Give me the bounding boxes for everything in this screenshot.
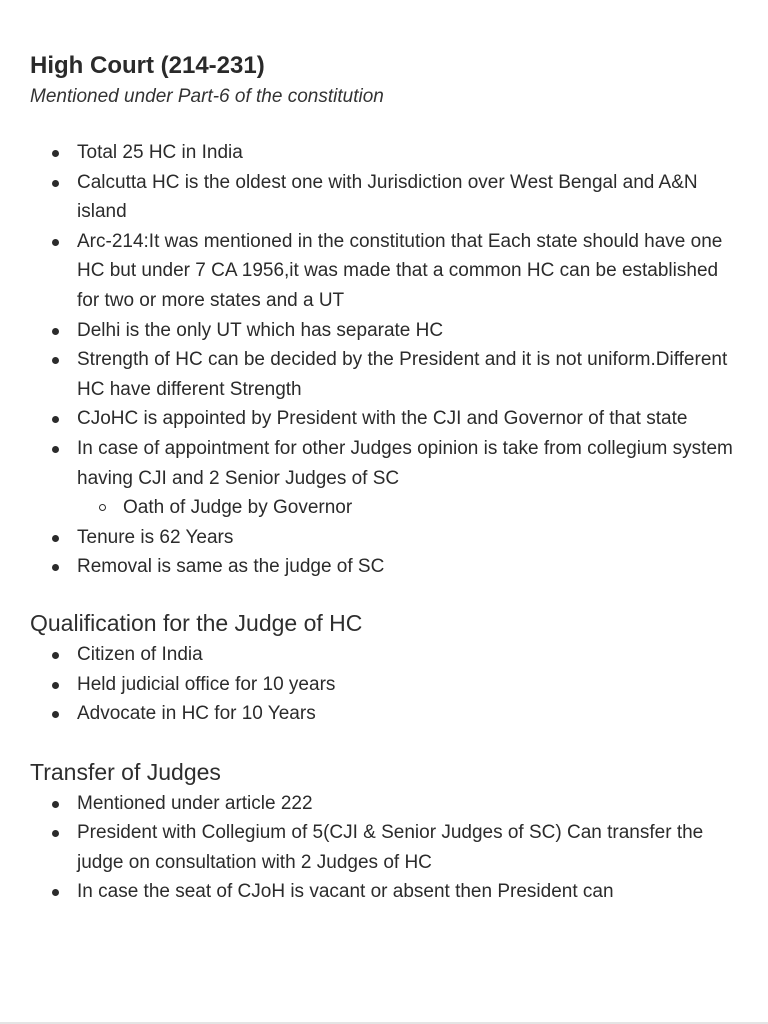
- list-item: In case the seat of CJoH is vacant or absent then President can: [30, 877, 738, 907]
- list-item: Total 25 HC in India: [30, 138, 738, 168]
- transfer-heading: Transfer of Judges: [30, 758, 221, 785]
- list-item: Tenure is 62 Years: [30, 523, 738, 553]
- list-item: President with Collegium of 5(CJI & Senior Judges of SC) Can transfer the judge on consultation with 2 Judges of HC: [30, 818, 738, 877]
- qualification-heading: Qualification for the Judge of HC: [30, 609, 363, 636]
- list-item: Arc-214:It was mentioned in the constitution that Each state should have one HC but under 7 CA 1956,it was made that a common HC can be established for two or more states and a UT: [30, 227, 738, 316]
- list-item: Citizen of India: [30, 640, 738, 670]
- list-item: Delhi is the only UT which has separate HC: [30, 316, 738, 346]
- list-item: Strength of HC can be decided by the President and it is not uniform.Different HC have different Strength: [30, 345, 738, 404]
- high-court-points-list: [30, 138, 738, 582]
- list-item: Removal is same as the judge of SC: [30, 552, 738, 582]
- list-item: Mentioned under article 222: [30, 789, 738, 819]
- list-item: Advocate in HC for 10 Years: [30, 699, 738, 729]
- sub-list-item: Oath of Judge by Governor: [30, 493, 738, 523]
- list-item: CJoHC is appointed by President with the CJI and Governor of that state: [30, 404, 738, 434]
- list-item: In case of appointment for other Judges opinion is take from collegium system having CJI and 2 Senior Judges of SC: [30, 434, 738, 493]
- qualification-list: [30, 640, 738, 729]
- list-item: Calcutta HC is the oldest one with Jurisdiction over West Bengal and A&N island: [30, 168, 738, 227]
- page-subtitle: Mentioned under Part-6 of the constitution: [30, 86, 384, 107]
- list-item: Held judicial office for 10 years: [30, 670, 738, 700]
- page-title: High Court (214-231): [30, 52, 265, 79]
- transfer-list: [30, 789, 738, 907]
